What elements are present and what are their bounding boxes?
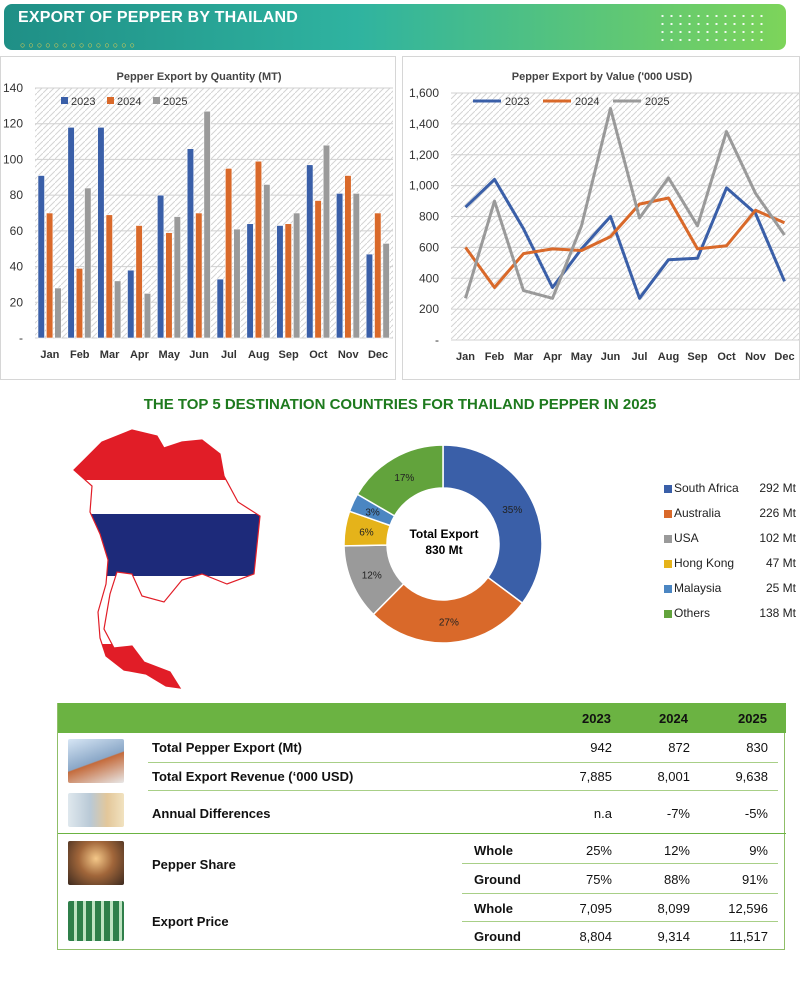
value-line-chart: [403, 57, 800, 381]
x-tick-label: Aug: [248, 349, 270, 361]
table-cell: 75%: [585, 872, 612, 887]
table-cell: 91%: [741, 872, 768, 887]
x-tick-label: Apr: [129, 349, 149, 361]
slice-label: 6%: [359, 527, 374, 539]
legend-label: Others: [674, 606, 711, 620]
table-cell: -5%: [744, 806, 768, 821]
table-cell: 9,638: [735, 769, 768, 784]
y-tick-label: 80: [9, 188, 23, 203]
bar-2024: [255, 161, 262, 338]
table-cell: 11,517: [729, 929, 768, 944]
row-divider: [148, 790, 778, 791]
slice-label: 35%: [502, 505, 523, 517]
legend-item: [662, 604, 796, 629]
bar-2024: [345, 176, 352, 339]
legend-swatch: [664, 585, 672, 593]
bar-2024: [315, 201, 322, 339]
donut-legend: [662, 479, 796, 629]
bar-2023: [217, 279, 224, 338]
bar-2024: [76, 268, 83, 338]
x-tick-label: Nov: [745, 351, 766, 363]
bar-2025: [264, 184, 271, 338]
slice-label: 17%: [394, 472, 415, 484]
table-cell: 8,001: [657, 769, 690, 784]
x-tick-label: Feb: [484, 351, 505, 363]
table-cell: 872: [668, 740, 690, 755]
pepper-pile-icon: [68, 841, 124, 885]
bar-2023: [38, 176, 45, 339]
header-banner: [4, 4, 786, 50]
row-divider: [462, 863, 778, 864]
section-title: THE TOP 5 DESTINATION COUNTRIES FOR THAILAND PEPPER IN 2025: [143, 396, 657, 413]
bar-2024: [106, 215, 113, 338]
price-chart-icon: [68, 901, 124, 941]
bar-2023: [306, 165, 313, 338]
legend-swatch: [153, 97, 160, 104]
x-tick-label: Jul: [631, 351, 648, 363]
x-tick-label: Jan: [456, 351, 475, 363]
bar-2024: [166, 233, 173, 338]
table-cell: 830: [746, 740, 768, 755]
x-tick-label: Oct: [309, 349, 328, 361]
legend-label: 2024: [575, 96, 600, 108]
chart-title: Pepper Export by Value ('000 USD): [511, 71, 693, 83]
x-tick-label: Sep: [687, 351, 708, 363]
legend-swatch: [61, 97, 68, 104]
legend-swatch: [107, 97, 114, 104]
y-tick-label: -: [19, 331, 23, 345]
slice-label: 12%: [361, 570, 382, 582]
legend-label: Australia: [674, 506, 721, 520]
x-tick-label: May: [570, 351, 593, 363]
legend-label: Hong Kong: [674, 556, 735, 570]
row-label: Export Price: [152, 914, 229, 929]
table-cell: 9,314: [657, 929, 690, 944]
bar-2025: [383, 243, 390, 338]
y-tick-label: 200: [418, 302, 439, 317]
table-cell: 9%: [749, 843, 768, 858]
header-year: 2023: [582, 711, 611, 726]
bar-2025: [353, 193, 360, 338]
thailand-flag-map-icon: [62, 424, 262, 694]
bar-2025: [174, 217, 181, 338]
bar-2023: [157, 195, 164, 338]
banner-dot-grid: [658, 12, 768, 42]
row-label: Total Export Revenue (‘000 USD): [152, 769, 354, 784]
legend-label: USA: [674, 531, 699, 545]
x-tick-label: Aug: [657, 351, 680, 363]
page-title: EXPORT OF PEPPER BY THAILAND: [18, 9, 299, 26]
legend-value: 292 Mt: [759, 481, 796, 495]
x-tick-label: Jun: [189, 349, 209, 361]
legend-swatch: [664, 560, 672, 568]
bar-2025: [144, 293, 151, 338]
table-cell: n.a: [593, 806, 612, 821]
legend-item: [662, 554, 796, 579]
y-tick-label: 140: [2, 81, 23, 95]
y-tick-label: 400: [418, 271, 439, 286]
header-year: 2025: [738, 711, 767, 726]
y-tick-label: 1,200: [408, 147, 439, 162]
y-tick-label: 1,000: [408, 178, 439, 193]
x-tick-label: Apr: [543, 351, 562, 363]
donut-center-value: 830 Mt: [425, 543, 463, 557]
y-tick-label: 800: [418, 209, 439, 224]
row-label: Annual Differences: [152, 806, 271, 821]
x-tick-label: Mar: [99, 349, 120, 361]
donut-center-label: [392, 526, 496, 558]
legend-value: 25 Mt: [765, 581, 796, 595]
bar-2025: [114, 281, 121, 338]
legend-label: 2023: [71, 96, 96, 108]
bar-2024: [136, 226, 143, 339]
bar-2025: [293, 213, 300, 338]
legend-value: 102 Mt: [759, 531, 796, 545]
legend-swatch: [664, 610, 672, 618]
bar-2023: [68, 127, 75, 338]
x-tick-label: Dec: [774, 351, 795, 363]
bar-2023: [277, 226, 284, 339]
row-divider: [148, 762, 778, 763]
quantity-bar-chart: [1, 57, 397, 381]
bar-2024: [196, 213, 203, 338]
bar-2023: [247, 224, 254, 338]
bar-2025: [234, 229, 241, 338]
bar-2023: [336, 193, 343, 338]
bar-2024: [46, 213, 53, 338]
legend-item: [662, 479, 796, 504]
legend-value: 138 Mt: [759, 606, 796, 620]
row-label: Pepper Share: [152, 857, 236, 872]
quantity-chart-panel: [0, 56, 396, 380]
header-year: 2024: [659, 711, 688, 726]
y-tick-label: 40: [9, 259, 23, 274]
x-tick-label: Sep: [278, 349, 299, 361]
table-cell: -7%: [666, 806, 690, 821]
table-cell: 942: [590, 740, 612, 755]
donut-center-title: Total Export: [409, 527, 479, 541]
slice-label: 3%: [365, 507, 380, 519]
bar-2024: [285, 224, 292, 338]
x-tick-label: Mar: [513, 351, 534, 363]
x-tick-label: Nov: [337, 349, 359, 361]
table-cell: 12%: [663, 843, 690, 858]
x-tick-label: May: [158, 349, 180, 361]
chart-title: Pepper Export by Quantity (MT): [116, 71, 282, 83]
x-tick-label: Dec: [367, 349, 389, 361]
bar-2023: [366, 254, 373, 338]
y-tick-label: 1,600: [408, 86, 439, 100]
bar-2024: [225, 168, 232, 338]
sub-label: Whole: [474, 901, 513, 916]
bar-2025: [204, 111, 211, 338]
legend-swatch: [664, 510, 672, 518]
bar-2025: [85, 188, 92, 338]
bar-2023: [127, 270, 134, 338]
legend-value: 226 Mt: [759, 506, 796, 520]
summary-table: [57, 703, 785, 950]
x-tick-label: Feb: [69, 349, 90, 361]
y-tick-label: 120: [2, 116, 23, 131]
shipping-icon: [68, 739, 124, 783]
banner-dots: ○○○○○○○○○○○○○○: [20, 40, 139, 50]
y-tick-label: 60: [9, 223, 23, 238]
section-divider: [58, 833, 786, 834]
bar-2023: [98, 127, 105, 338]
legend-label: Malaysia: [674, 581, 722, 595]
legend-item: [662, 579, 796, 604]
y-tick-label: 1,400: [408, 116, 439, 131]
legend-label: 2025: [645, 96, 670, 108]
legend-label: 2024: [117, 96, 142, 108]
legend-item: [662, 529, 796, 554]
row-divider: [462, 893, 778, 894]
x-tick-label: Oct: [717, 351, 736, 363]
table-cell: 7,885: [579, 769, 612, 784]
bar-2023: [187, 149, 194, 338]
bar-2025: [55, 288, 62, 338]
x-tick-label: Jun: [600, 351, 621, 363]
growth-blocks-icon: [68, 793, 124, 827]
value-chart-panel: [402, 56, 800, 380]
table-cell: 8,099: [657, 901, 690, 916]
slice-label: 27%: [438, 617, 459, 629]
table-cell: 7,095: [579, 901, 612, 916]
legend-label: South Africa: [674, 481, 739, 495]
legend-swatch: [664, 485, 672, 493]
sub-label: Ground: [474, 872, 521, 887]
y-tick-label: -: [435, 333, 439, 347]
bar-2025: [323, 145, 330, 338]
sub-label: Whole: [474, 843, 513, 858]
table-cell: 12,596: [728, 901, 768, 916]
legend-item: [662, 504, 796, 529]
x-tick-label: Jan: [40, 349, 60, 361]
row-divider: [462, 921, 778, 922]
y-tick-label: 100: [2, 152, 23, 167]
y-tick-label: 600: [418, 240, 439, 255]
sub-label: Ground: [474, 929, 521, 944]
table-cell: 25%: [585, 843, 612, 858]
bar-2024: [375, 213, 382, 338]
legend-value: 47 Mt: [765, 556, 796, 570]
legend-label: 2025: [163, 96, 188, 108]
legend-swatch: [664, 535, 672, 543]
x-tick-label: Jul: [220, 349, 237, 361]
donut-slice: [443, 445, 542, 603]
row-label: Total Pepper Export (Mt): [152, 740, 302, 755]
legend-label: 2023: [505, 96, 530, 108]
table-header: [58, 703, 786, 733]
y-tick-label: 20: [9, 295, 23, 310]
table-cell: 8,804: [579, 929, 612, 944]
table-cell: 88%: [663, 872, 690, 887]
